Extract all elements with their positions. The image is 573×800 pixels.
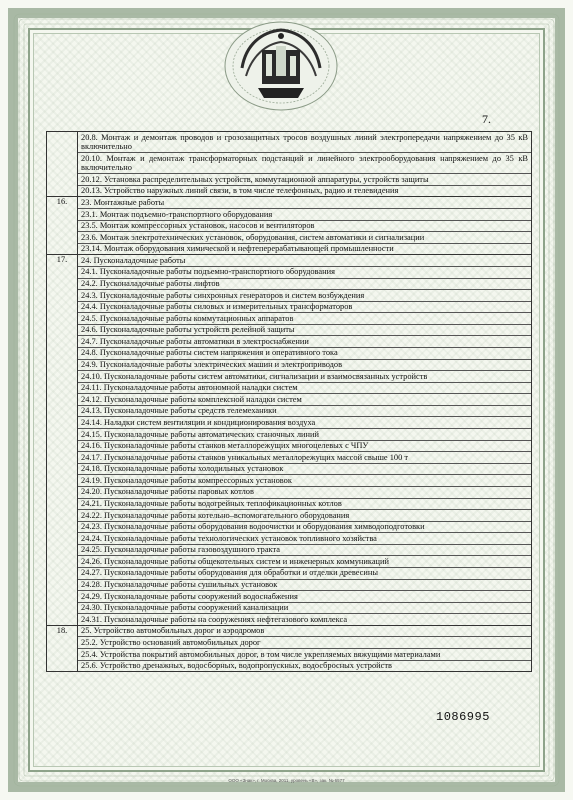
- table-row: [47, 132, 532, 197]
- row-number: [47, 132, 78, 197]
- list-item: 24.21. Пусконаладочные работы водогрейных теплофикационных котлов: [78, 499, 531, 511]
- list-item: 20.10. Монтаж и демонтаж трансформаторных подстанций и линейного электрооборудования напряжением до 35 кВ включительно: [78, 153, 531, 174]
- list-item: 20.13. Устройство наружных линий связи, в том числе телефонных, радио и телевидения: [81, 186, 399, 196]
- list-item: 20.12. Установка распределительных устройств, коммутационной аппаратуры, устройств защиты: [78, 174, 531, 186]
- list-item: 24.13. Пусконаладочные работы средств телемеханики: [78, 406, 531, 418]
- list-item: 24.29. Пусконаладочные работы сооружений водоснабжения: [78, 591, 531, 603]
- list-item: 24.26. Пусконаладочные работы общекотельных систем и инженерных коммуникаций: [78, 556, 531, 568]
- list-item: 24.17. Пусконаладочные работы станков уникальных металлорежущих массой свыше 100 т: [78, 452, 531, 464]
- list-item: 24.8. Пусконаладочные работы систем напряжения и оперативного тока: [78, 348, 531, 360]
- row-items: [78, 197, 532, 255]
- list-item: 24.25. Пусконаладочные работы газовоздушного тракта: [78, 545, 531, 557]
- list-item: 24.20. Пусконаладочные работы паровых котлов: [78, 487, 531, 499]
- list-item: 24.28. Пусконаладочные работы сушильных установок: [78, 580, 531, 592]
- list-item: 24.19. Пусконаладочные работы компрессорных установок: [78, 475, 531, 487]
- list-item: 23. Монтажные работы: [78, 197, 531, 209]
- list-item: 24.12. Пусконаладочные работы комплексной наладки систем: [78, 394, 531, 406]
- row-number: 16.: [47, 197, 78, 255]
- list-item: 24.24. Пусконаладочные работы технологических установок топливного хозяйства: [78, 533, 531, 545]
- serial-number: 1086995: [436, 710, 490, 724]
- printer-line: ООО «Знак», г. Москва, 2011, уровень «В», зак. № 6577: [228, 778, 345, 783]
- emblem-seal-icon: [222, 16, 340, 112]
- list-item: 24.16. Пусконаладочные работы станков металлорежущих многоцелевых с ЧПУ: [78, 441, 531, 453]
- list-item: 25.4. Устройства покрытий автомобильных дорог, в том числе укрепляемых вяжущими материалами: [78, 649, 531, 661]
- row-items: [78, 625, 532, 671]
- list-item: 23.6. Монтаж электротехнических установок, оборудования, систем автоматики и сигнализации: [78, 232, 531, 244]
- list-item: 24.18. Пусконаладочные работы холодильных установок: [78, 464, 531, 476]
- list-item: 24.3. Пусконаладочные работы синхронных генераторов и систем возбуждения: [78, 290, 531, 302]
- list-item: 24.9. Пусконаладочные работы электрических машин и электроприводов: [78, 360, 531, 372]
- list-item: 23.5. Монтаж компрессорных установок, насосов и вентиляторов: [78, 221, 531, 233]
- row-items: [78, 255, 532, 626]
- table-row: [47, 625, 532, 671]
- list-item: 24.31. Пусконаладочные работы на сооружениях нефтегазового комплекса: [81, 614, 348, 624]
- list-item: 24.11. Пусконаладочные работы автономной наладки систем: [78, 383, 531, 395]
- row-number: 17.: [47, 255, 78, 626]
- page-number: 7.: [482, 112, 491, 126]
- list-item: 24.2. Пусконаладочные работы лифтов: [78, 279, 531, 291]
- list-item: 24.15. Пусконаладочные работы автоматических станочных линий: [78, 429, 531, 441]
- list-item: 24.7. Пусконаладочные работы автоматики в электроснабжении: [78, 336, 531, 348]
- works-table: [46, 131, 532, 672]
- list-item: 24.5. Пусконаладочные работы коммутационных аппаратов: [78, 313, 531, 325]
- list-item: 24.6. Пусконаладочные работы устройств релейной защиты: [78, 325, 531, 337]
- list-item: 24.1. Пусконаладочные работы подъемно-транспортного оборудования: [78, 267, 531, 279]
- list-item: 24.23. Пусконаладочные работы оборудования водоочистки и оборудования химводоподготовки: [78, 522, 531, 534]
- list-item: 20.8. Монтаж и демонтаж проводов и грозозащитных тросов воздушных линий электропередачи напряжением до 35 кВ включительно: [78, 132, 531, 153]
- row-number: 18.: [47, 625, 78, 671]
- list-item: 24.22. Пусконаладочные работы котельно–вспомогательного оборудования: [78, 510, 531, 522]
- list-item: 23.14. Монтаж оборудования химической и нефтеперерабатывающей промышленности: [81, 244, 394, 254]
- table-row: [47, 255, 532, 626]
- list-item: 24.4. Пусконаладочные работы силовых и измерительных трансформаторов: [78, 302, 531, 314]
- table-row: [47, 197, 532, 255]
- list-item: 24.30. Пусконаладочные работы сооружений канализации: [78, 603, 531, 615]
- list-item: 24.10. Пусконаладочные работы систем автоматики, сигнализации и взаимосвязанных устройств: [78, 371, 531, 383]
- list-item: 24.27. Пусконаладочные работы оборудования для обработки и отделки древесины: [78, 568, 531, 580]
- row-items: [78, 132, 532, 197]
- list-item: 25.2. Устройство оснований автомобильных дорог: [78, 637, 531, 649]
- list-item: 25.6. Устройство дренажных, водосборных, водопропускных, водосбросных устройств: [81, 661, 392, 671]
- list-item: 23.1. Монтаж подъемно-транспортного оборудования: [78, 209, 531, 221]
- list-item: 25. Устройство автомобильных дорог и аэродромов: [78, 626, 531, 638]
- list-item: 24.14. Наладки систем вентиляции и кондиционирования воздуха: [78, 417, 531, 429]
- list-item: 24. Пусконаладочные работы: [78, 255, 531, 267]
